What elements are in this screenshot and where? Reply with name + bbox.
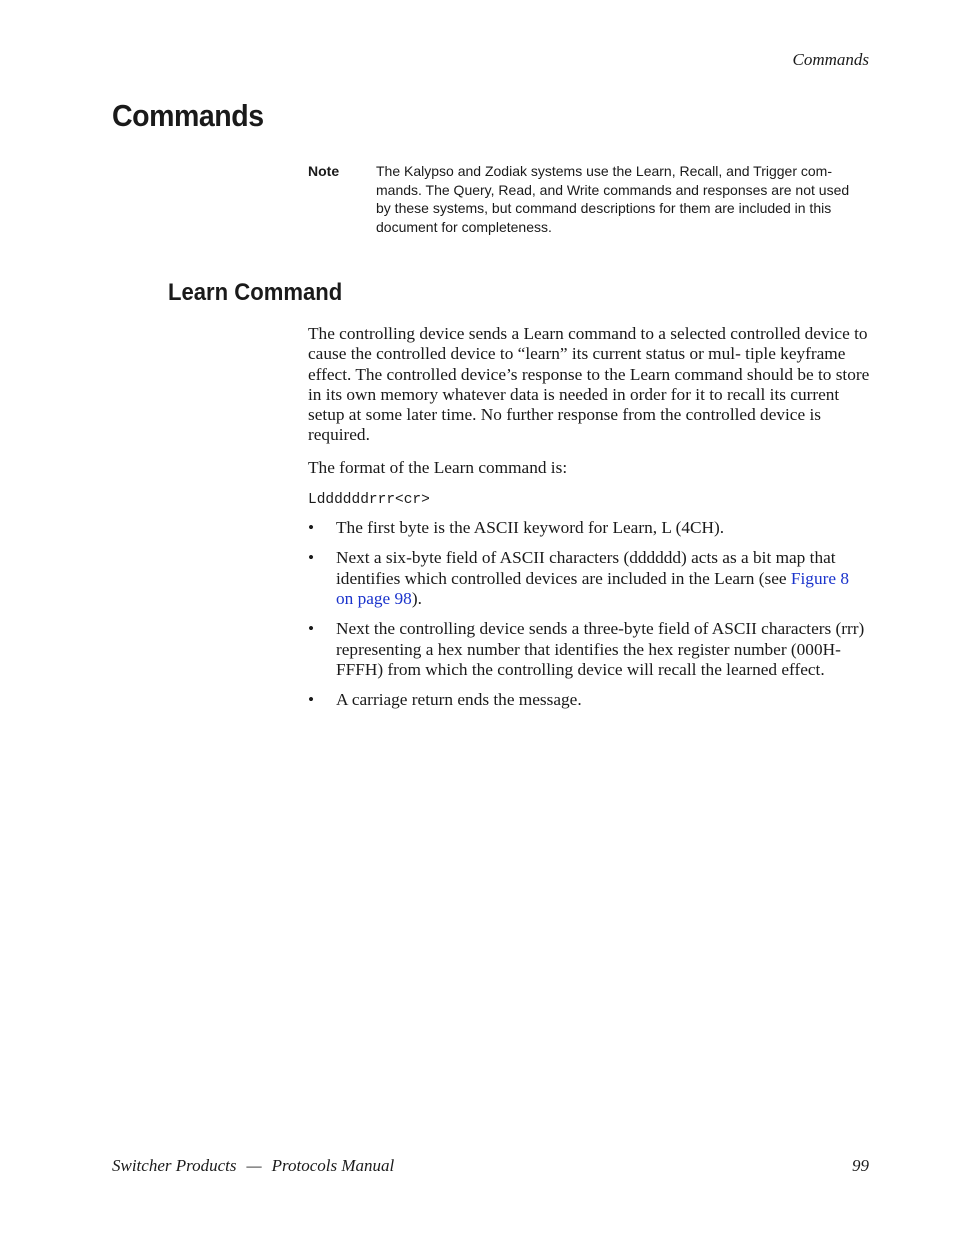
section-body xyxy=(308,324,870,720)
section-title: Learn Command xyxy=(168,279,343,306)
bullet-icon: • xyxy=(308,690,315,710)
footer-subtitle: Protocols Manual xyxy=(271,1156,395,1175)
bullet-icon: • xyxy=(308,548,315,568)
bullet-text: A carriage return ends the message. xyxy=(336,690,582,710)
intro-paragraph: The controlling device sends a Learn command to a selected controlled device to cause the controlled device to “learn” its current status or mul- tiple keyframe effect. The controlled device’s response to the Learn command should be to store in its own memory whatever data is needed in order for it to recall its current setup at some later time. No further response from the controlled device is required. xyxy=(308,324,870,445)
figure-link[interactable]: Figure 8 on page 98 xyxy=(336,568,849,608)
list-item xyxy=(308,619,870,680)
bullet-text-end: ). xyxy=(411,588,422,608)
page-number: 99 xyxy=(852,1156,869,1175)
note-text: The Kalypso and Zodiak systems use the Learn, Recall, and Trigger com- mands. The Query, Read, and Write commands and responses are not used by these systems, but command descriptions for them are included in this document for completeness. xyxy=(376,163,850,236)
list-item xyxy=(308,518,870,538)
bullet-text: Next a six-byte field of ASCII characters (dddddd) acts as a bit map that identifies which controlled devices are included in the Learn (see xyxy=(336,548,836,588)
bullet-text: Next the controlling device sends a three-byte field of ASCII characters (rrr) representing a hex number that identifies the hex register number (000H-FFFH) from which the controlling device will recall the learned effect. xyxy=(336,619,865,679)
note-label: Note xyxy=(308,163,340,179)
running-header: Commands xyxy=(792,50,869,69)
list-item xyxy=(308,548,870,609)
footer-product: Switcher Products xyxy=(112,1156,237,1175)
footer-separator: — xyxy=(246,1156,262,1175)
list-item xyxy=(308,690,870,710)
format-code: Lddddddrrr<cr> xyxy=(308,492,430,509)
note-block xyxy=(308,162,868,237)
bullet-text: The first byte is the ASCII keyword for Learn, L (4CH). xyxy=(336,518,725,538)
chapter-title: Commands xyxy=(112,98,264,133)
bullet-icon: • xyxy=(308,619,315,639)
footer-manual-title xyxy=(112,1156,394,1176)
bullet-icon: • xyxy=(308,518,315,538)
bullet-list xyxy=(308,518,870,710)
format-intro: The format of the Learn command is: xyxy=(308,457,568,477)
